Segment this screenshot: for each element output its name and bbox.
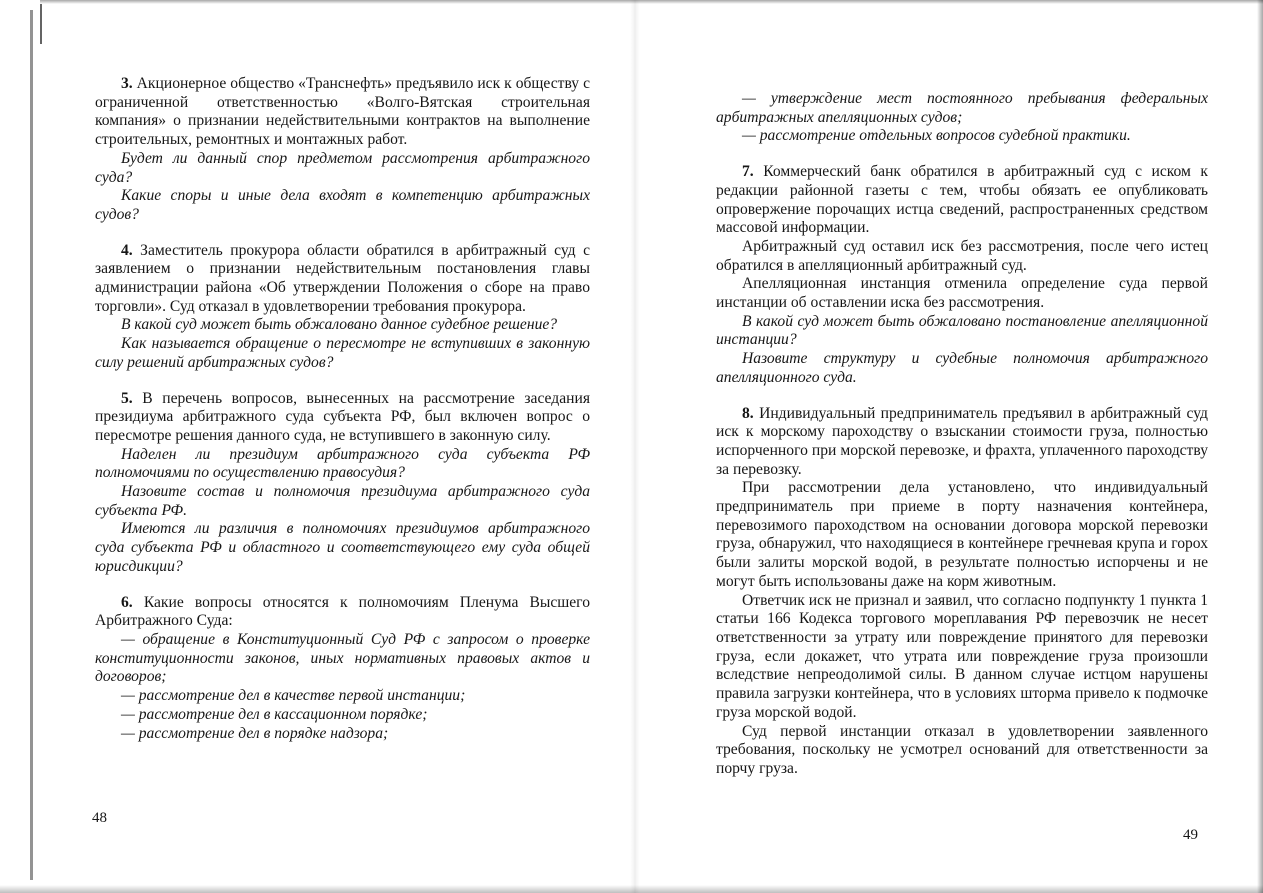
question-paragraph: — обращение в Конституционный Суд РФ с запросом о проверке конституционности законов, иных нормативных правовых актов и договоров; [95,630,590,686]
question-paragraph: — утверждение мест постоянного пребывания федеральных арбитражных апелляционных судов; [716,90,1208,126]
task-paragraph [95,75,590,150]
task-number: 8. [742,404,754,422]
paragraph-gap [95,225,590,242]
question-paragraph: Наделен ли президиум арбитражного суда субъекта РФ полномочиями по осуществлению правосудия? [95,445,590,482]
paragraph-gap [716,388,1208,405]
scan-edge-top [40,0,1263,4]
question-paragraph: Будет ли данный спор предметом рассмотрения арбитражного суда? [95,149,590,186]
scan-edge-left [30,10,33,880]
question-paragraph: В какой суд может быть обжаловано постановление апелляционной инстанции? [716,312,1208,349]
question-paragraph: Назовите состав и полномочия президиума арбитражного суда субъекта РФ. [95,483,590,519]
task-text: Коммерческий банк обратился в арбитражный суд с иском к редакции районной газеты с тем, чтобы обязать ее опубликовать опровержение порочащих истца сведений, распространенных средством массовой информации. [716,163,1208,237]
task-paragraph [95,594,590,631]
question-paragraph: Назовите структуру и судебные полномочия арбитражного апелляционного суда. [716,350,1208,386]
body-paragraph: При рассмотрении дела установлено, что индивидуальный предприниматель при приеме в порту назначения контейнера, перевозимого пароходством на основании договора морской перевозки груза, обнаружил, что находящиеся в контейнере гречневая крупа и горох были залиты морской водой, в результате полностью испорчены и не могут быть использованы даже на корм животным. [716,479,1208,590]
question-paragraph: — рассмотрение дел в кассационном порядке; [121,705,428,723]
paragraph-gap [95,577,590,594]
task-number: 3. [121,75,133,92]
question-paragraph: Как называется обращение о пересмотре не вступивших в законную силу решений арбитражных судов? [95,335,590,371]
scan-edge-bottom [0,885,1263,893]
question-paragraph: Имеются ли различия в полномочиях президиумов арбитражного суда субъекта РФ и областного и соответствующего ему суда общей юрисдикции? [95,520,590,575]
question-paragraph: — рассмотрение отдельных вопросов судебной практики. [742,127,1131,145]
question-paragraph: — рассмотрение дел в качестве первой инстанции; [121,687,466,705]
question-paragraph: Какие споры и иные дела входят в компетенцию арбитражных судов? [95,187,590,223]
body-paragraph: Апелляционная инстанция отменила определение суда первой инстанции об оставлении иска без рассмотрения. [716,275,1208,312]
book-spine-shadow [630,0,640,893]
task-number: 7. [742,163,754,181]
right-page-text [716,90,1208,779]
task-text: В перечень вопросов, вынесенных на рассмотрение заседания президиума арбитражного суда субъекта РФ, был включен вопрос о пересмотре решения данного суда, не вступившего в законную силу. [95,389,590,444]
task-text: Заместитель прокурора области обратился в арбитражный суд с заявлением о признании недействительным постановления главы администрации района «Об утверждении Положения о сборе на право торговли». Суд отказал в удовлетворении требования прокурора. [95,241,590,315]
task-text: Какие вопросы относятся к полномочиям Пленума Высшего Арбитражного Суда: [95,593,590,630]
right-page-number: 49 [1183,827,1198,843]
task-paragraph [716,405,1208,480]
task-number: 5. [121,389,133,407]
task-paragraph [716,163,1208,238]
question-paragraph: — рассмотрение дел в порядке надзора; [121,724,389,742]
paragraph-gap [716,146,1208,163]
question-paragraph: В какой суд может быть обжаловано данное судебное решение? [121,316,558,334]
left-page-text [95,75,590,743]
paragraph-gap [95,373,590,390]
body-paragraph: Арбитражный суд оставил иск без рассмотрения, после чего истец обратился в апелляционный арбитражный суд. [716,237,1208,274]
task-paragraph [95,242,590,317]
scan-edge-right [1257,0,1263,893]
task-number: 6. [121,593,133,611]
task-paragraph [95,390,590,446]
body-paragraph: Суд первой инстанции отказал в удовлетворении заявленного требования, поскольку не усмотрел оснований для ответственности за порчу груза. [716,722,1208,777]
task-text: Акционерное общество «Транснефть» предъявило иск к обществу с ограниченной ответственностью «Волго-Вятская строительная компания» о признании недействительными контрактов на выполнение строительных, ремонтных и монтажных работ. [95,75,590,149]
scan-edge-left-mark [40,4,42,44]
task-number: 4. [121,241,133,259]
task-text: Индивидуальный предприниматель предъявил в арбитражный суд иск к морскому пароходству о взыскании стоимости груза, полностью испорченного при морской перевозке, и фрахта, уплаченного пароходству за перевозку. [716,404,1208,478]
body-paragraph: Ответчик иск не признал и заявил, что согласно подпункту 1 пункта 1 статьи 166 Кодекса торгового мореплавания РФ перевозчик не несет ответственности за утрату или повреждение принятого для перевозки груза, если докажет, что утрата или повреждение груза произошли вследствие непреодолимой силы. В данном случае истцом нарушены правила загрузки контейнера, что в условиях шторма привело к подмочке груза морской водой. [716,591,1208,721]
left-page-number: 48 [92,810,107,826]
